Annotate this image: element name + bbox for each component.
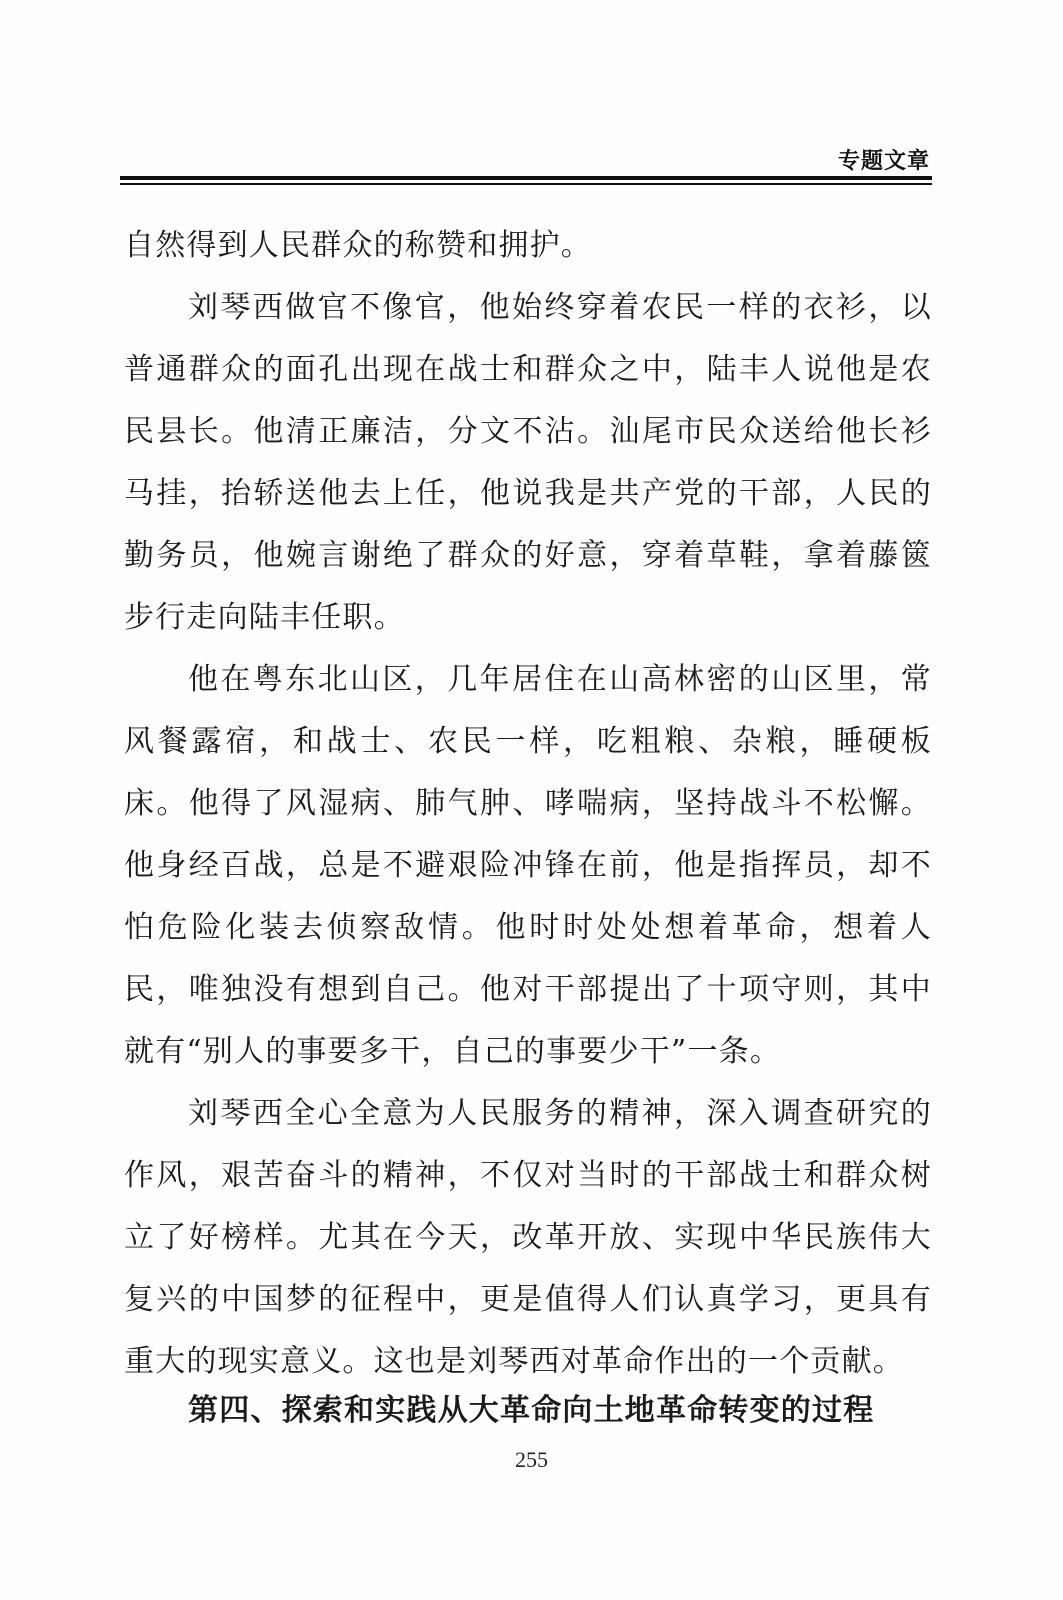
body-text [124, 215, 932, 1393]
paragraph: 自然得到人民群众的称赞和拥护。 [124, 228, 592, 263]
paragraph: 他在粤东北山区，几年居住在山高林密的山区里，常风餐露宿，和战士、农民一样，吃粗粮、杂粮，睡硬板床。他得了风湿病、肺气肿、哮喘病，坚持战斗不松懈。他身经百战，总是不避艰险冲锋在前，他是指挥员，却不怕危险化装去侦察敌情。他时时处处想着革命，想着人民，唯独没有想到自己。他对干部提出了十项守则，其中就有“别人的事要多干，自己的事要少干”一条。 [124, 662, 932, 1069]
page-number: 255 [515, 1447, 548, 1472]
paragraph: 刘琴西全心全意为人民服务的精神，深入调查研究的作风，艰苦奋斗的精神，不仅对当时的干部战士和群众树立了好榜样。尤其在今天，改革开放、实现中华民族伟大复兴的中国梦的征程中，更是值得人们认真学习，更具有重大的现实意义。这也是刘琴西对革命作出的一个贡献。 [124, 1096, 932, 1379]
section-heading: 第四、探索和实践从大革命向土地革命转变的过程 [188, 1393, 875, 1428]
header-rule-thin [120, 183, 932, 185]
header-rule-thick [120, 176, 932, 180]
paragraph: 刘琴西做官不像官，他始终穿着农民一样的衣衫，以普通群众的面孔出现在战士和群众之中，陆丰人说他是农民县长。他清正廉洁，分文不沾。汕尾市民众送给他长衫马挂，抬轿送他去上任，他说我是共产党的干部，人民的勤务员，他婉言谢绝了群众的好意，穿着草鞋，拿着藤篋步行走向陆丰任职。 [124, 290, 932, 635]
running-header: 专题文章 [837, 149, 930, 174]
